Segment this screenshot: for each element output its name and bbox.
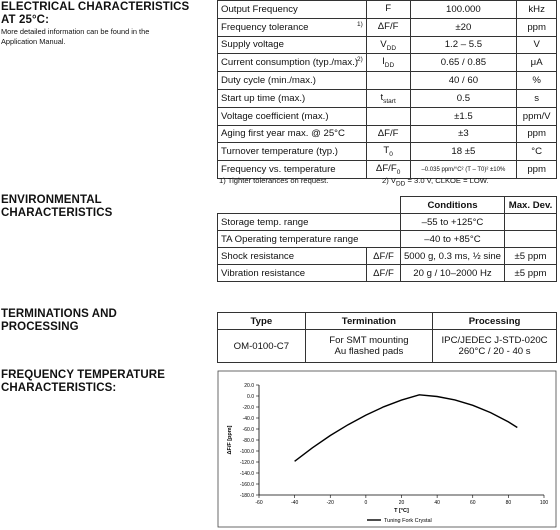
x-tick-label: 0 <box>364 500 368 506</box>
environmental-table <box>217 196 557 282</box>
param-cell: Vibration resistance <box>218 265 367 282</box>
value-cell: ±20 <box>410 18 517 36</box>
y-tick-label: -180.0 <box>239 493 254 499</box>
header-conditions: Conditions <box>400 197 504 214</box>
environmental-row <box>218 231 557 248</box>
electrical-heading: ELECTRICAL CHARACTERISTICS AT 25°C: <box>1 1 190 26</box>
electrical-note: More detailed information can be found in the Application Manual. <box>1 27 150 46</box>
header-termination: Termination <box>305 313 432 330</box>
symbol-cell: ΔF/F <box>366 18 410 36</box>
freq-temp-heading: FREQUENCY TEMPERATURE CHARACTERISTICS: <box>1 369 165 394</box>
value-cell: ±3 <box>410 125 517 143</box>
y-tick-label: -60.0 <box>242 427 254 433</box>
environmental-row <box>218 265 557 282</box>
y-tick-label: -140.0 <box>239 471 254 477</box>
electrical-row <box>218 107 557 125</box>
y-tick-label: -120.0 <box>239 460 254 466</box>
electrical-table <box>217 0 557 179</box>
environmental-header-row <box>218 197 557 214</box>
footnote-2: 2) $V_{DD} = 3.0$ V, CLKOE = LOW. <box>382 176 489 188</box>
unit-cell: kHz <box>517 1 557 19</box>
conditions-cell: 20 g / 10–2000 Hz <box>400 265 504 282</box>
electrical-row <box>218 36 557 54</box>
value-cell: 0.65 / 0.85 <box>410 54 517 72</box>
unit-cell: ppm <box>517 125 557 143</box>
x-axis-label: T [°C] <box>394 508 409 514</box>
frequency-temperature-chart <box>217 370 557 528</box>
dev-cell <box>505 214 557 231</box>
param-cell: Voltage coefficient (max.) <box>218 107 367 125</box>
y-tick-label: -80.0 <box>242 438 254 444</box>
symbol-cell: $V_{DD}$ <box>366 36 410 54</box>
unit-cell: V <box>517 36 557 54</box>
param-cell: Frequency tolerance 1) <box>218 18 367 36</box>
environmental-heading: ENVIRONMENTAL CHARACTERISTICS <box>1 194 113 219</box>
param-cell: Shock resistance <box>218 248 367 265</box>
unit-cell: ppm <box>517 161 557 179</box>
symbol-cell: ΔF/F <box>367 265 401 282</box>
type-value: OM-0100-C7 <box>218 330 306 363</box>
footnote-1: 1) Tighter tolerances on request. <box>219 176 329 185</box>
y-tick-label: 0.0 <box>247 394 254 400</box>
electrical-row <box>218 125 557 143</box>
x-tick-label: 20 <box>398 500 405 506</box>
param-cell: Aging first year max. @ 25°C <box>218 125 367 143</box>
symbol-cell <box>366 107 410 125</box>
unit-cell: ppm/V <box>517 107 557 125</box>
terminations-heading: TERMINATIONS AND PROCESSING <box>1 308 117 333</box>
environmental-row <box>218 214 557 231</box>
dev-cell <box>505 231 557 248</box>
y-tick-label: -40.0 <box>242 416 254 422</box>
unit-cell: % <box>517 72 557 90</box>
x-tick-label: 60 <box>469 500 476 506</box>
unit-cell: ppm <box>517 18 557 36</box>
electrical-row <box>218 1 557 19</box>
param-cell: Supply voltage <box>218 36 367 54</box>
x-tick-label: 40 <box>434 500 440 506</box>
unit-cell: s <box>517 89 557 107</box>
dev-cell: ±5 ppm <box>505 248 557 265</box>
header-processing: Processing <box>433 313 557 330</box>
symbol-cell: $T_0$ <box>366 143 410 161</box>
symbol-cell: ΔF/F <box>367 248 401 265</box>
value-cell: –0.035 ppm/°C² (T – T0)² ±10% <box>410 161 517 179</box>
electrical-row <box>218 72 557 90</box>
electrical-row <box>218 18 557 36</box>
header-type: Type <box>218 313 306 330</box>
x-tick-label: 80 <box>505 500 512 506</box>
value-cell: 18 ±5 <box>410 143 517 161</box>
value-cell: 100.000 <box>410 1 517 19</box>
param-cell: Current consumption (typ./max.) 2) <box>218 54 367 72</box>
x-tick-label: 100 <box>539 500 549 506</box>
footnote-mark: 2) <box>356 56 363 64</box>
symbol-cell: F <box>366 1 410 19</box>
y-tick-label: 20.0 <box>244 383 254 389</box>
terminations-table <box>217 312 557 363</box>
conditions-cell: –55 to +125°C <box>400 214 504 231</box>
dev-cell: ±5 ppm <box>505 265 557 282</box>
param-cell: TA Operating temperature range <box>218 231 401 248</box>
y-tick-label: -160.0 <box>239 482 254 488</box>
value-cell: 1.2 – 5.5 <box>410 36 517 54</box>
param-cell: Output Frequency <box>218 1 367 19</box>
value-cell: 40 / 60 <box>410 72 517 90</box>
param-cell: Turnover temperature (typ.) <box>218 143 367 161</box>
unit-cell: °C <box>517 143 557 161</box>
header-max-dev: Max. Dev. <box>505 197 557 214</box>
param-cell: Start up time (max.) <box>218 89 367 107</box>
x-tick-label: -40 <box>291 500 299 506</box>
symbol-cell: ΔF/F <box>366 125 410 143</box>
electrical-row <box>218 89 557 107</box>
param-cell: Duty cycle (min./max.) <box>218 72 367 90</box>
conditions-cell: 5000 g, 0.3 ms, ½ sine <box>400 248 504 265</box>
unit-cell: μA <box>517 54 557 72</box>
y-tick-label: -20.0 <box>242 405 254 411</box>
symbol-cell: $t_{start}$ <box>366 89 410 107</box>
conditions-cell: –40 to +85°C <box>400 231 504 248</box>
footnote-mark: 1) <box>356 20 363 28</box>
param-cell: Storage temp. range <box>218 214 401 231</box>
value-cell: 0.5 <box>410 89 517 107</box>
x-tick-label: -20 <box>326 500 334 506</box>
electrical-row <box>218 143 557 161</box>
electrical-row <box>218 54 557 72</box>
value-cell: ±1.5 <box>410 107 517 125</box>
processing-value: IPC/JEDEC J-STD-020C 260°C / 20 - 40 s <box>433 330 557 363</box>
terminations-header-row <box>218 313 557 330</box>
x-tick-label: -60 <box>255 500 263 506</box>
symbol-cell: $\Delta F/F_0$ <box>366 161 410 179</box>
series-line <box>295 395 518 462</box>
environmental-row <box>218 248 557 265</box>
terminations-row <box>218 330 557 363</box>
y-axis-label: ΔF/F [ppm] <box>227 425 233 455</box>
symbol-cell <box>366 72 410 90</box>
termination-value: For SMT mounting Au flashed pads <box>305 330 432 363</box>
param-cell: Frequency vs. temperature <box>218 161 367 179</box>
y-tick-label: -100.0 <box>239 449 254 455</box>
legend-label: Tuning Fork Crystal <box>384 518 432 524</box>
symbol-cell: $I_{DD}$ <box>366 54 410 72</box>
